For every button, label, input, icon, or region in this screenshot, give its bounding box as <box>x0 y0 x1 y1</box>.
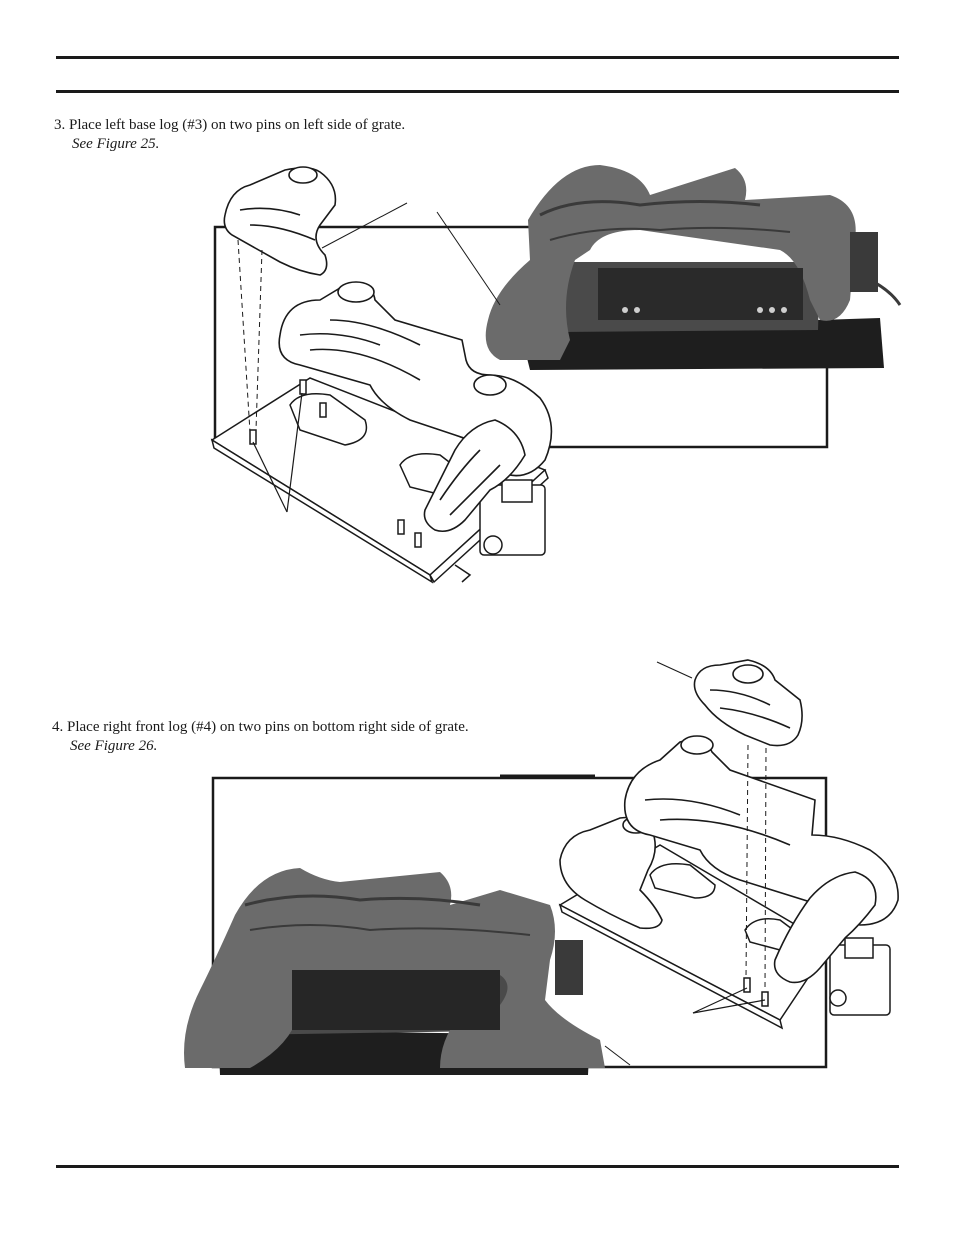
figure-26-photo-inset <box>184 868 605 1075</box>
step-3-number: 3. <box>54 117 66 133</box>
step-3-figure-ref: See Figure 25. <box>72 136 160 152</box>
figure-25-photo-inset <box>486 165 900 370</box>
step-4-text: Place right front log (#4) on two pins on bottom right side of grate. <box>67 719 469 735</box>
step-3-text: Place left base log (#3) on two pins on left side of grate. <box>69 117 406 133</box>
figure-25 <box>212 165 900 582</box>
figure-26 <box>184 660 898 1075</box>
footer-rule <box>56 1165 899 1168</box>
step-4-number: 4. <box>52 719 64 735</box>
figure-26-valve-drawing <box>830 938 890 1015</box>
figure-25-log-3-drawing <box>224 167 335 275</box>
figure-26-log-4-drawing <box>694 660 802 746</box>
step-4-figure-ref: See Figure 26. <box>70 738 158 754</box>
